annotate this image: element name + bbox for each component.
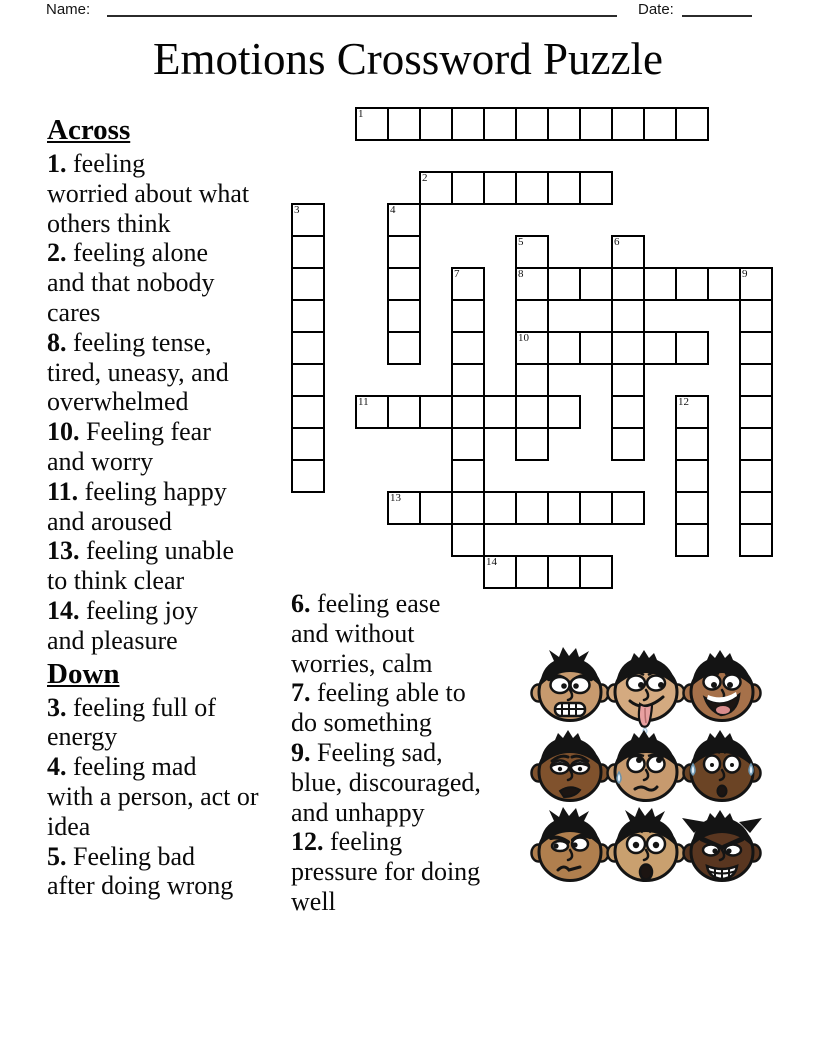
clue-item	[47, 417, 293, 477]
clue-line: 8. feeling tense,	[47, 327, 212, 357]
clue-line: and without	[291, 618, 415, 648]
cell-number: 12	[678, 396, 689, 408]
grid-cell[interactable]	[739, 491, 773, 525]
clue-item	[47, 842, 293, 902]
annoyed-face-icon	[528, 806, 612, 894]
grid-cell[interactable]	[515, 427, 549, 461]
grid-cell[interactable]	[547, 331, 581, 365]
grid-cell[interactable]	[483, 491, 517, 525]
grid-cell[interactable]	[579, 171, 613, 205]
clue-line: to think clear	[47, 566, 185, 596]
grid-cell[interactable]	[611, 299, 645, 333]
clue-item	[291, 589, 519, 678]
grid-cell[interactable]	[675, 395, 709, 429]
cell-number: 9	[742, 268, 748, 280]
grid-cell[interactable]	[291, 235, 325, 269]
clue-line: energy	[47, 722, 118, 752]
grid-cell[interactable]	[675, 523, 709, 557]
grid-cell[interactable]	[675, 267, 709, 301]
grid-cell[interactable]	[611, 107, 645, 141]
grid-cell[interactable]	[515, 171, 549, 205]
angry-grimace-face-icon	[528, 646, 612, 734]
grid-cell[interactable]	[291, 331, 325, 365]
grid-cell[interactable]	[611, 491, 645, 525]
crossword-grid	[291, 107, 773, 589]
cell-number: 8	[518, 268, 524, 280]
grid-cell[interactable]	[611, 427, 645, 461]
clue-item	[47, 693, 293, 753]
grid-cell[interactable]	[643, 267, 677, 301]
clue-line: 5. Feeling bad	[47, 841, 196, 871]
grid-cell[interactable]	[643, 331, 677, 365]
across-heading: Across	[47, 114, 131, 146]
silly-tongue-out-face-icon	[604, 646, 688, 734]
cell-number: 11	[358, 396, 369, 408]
grid-cell[interactable]	[291, 299, 325, 333]
clue-line: and aroused	[47, 506, 172, 536]
grid-cell[interactable]	[419, 171, 453, 205]
grid-cell[interactable]	[291, 427, 325, 461]
grid-cell[interactable]	[739, 267, 773, 301]
grid-cell[interactable]	[547, 395, 581, 429]
grid-cell[interactable]	[515, 555, 549, 589]
grid-cell[interactable]	[675, 107, 709, 141]
grid-cell[interactable]	[547, 171, 581, 205]
grid-cell[interactable]	[291, 267, 325, 301]
clue-line: 1. feeling	[47, 149, 146, 178]
grid-cell[interactable]	[675, 427, 709, 461]
clue-line: worried about what	[47, 178, 250, 208]
clues-middle-column	[291, 589, 519, 917]
clue-item	[47, 752, 293, 841]
clue-line: 6. feeling ease	[291, 589, 441, 618]
clue-line: 14. feeling joy	[47, 595, 198, 625]
grid-cell[interactable]	[291, 203, 325, 237]
grid-cell[interactable]	[451, 171, 485, 205]
grid-cell[interactable]	[547, 555, 581, 589]
grid-cell[interactable]	[675, 331, 709, 365]
clue-line: after doing wrong	[47, 871, 234, 901]
clue-line: 13. feeling unable	[47, 536, 234, 566]
clue-line: cares	[47, 297, 101, 327]
grid-cell[interactable]	[419, 107, 453, 141]
emotion-faces-image	[528, 646, 790, 902]
cell-number: 13	[390, 492, 401, 504]
grid-cell[interactable]	[611, 395, 645, 429]
grid-cell[interactable]	[355, 107, 389, 141]
grid-cell[interactable]	[387, 395, 421, 429]
grid-cell[interactable]	[387, 491, 421, 525]
across-clues-list	[47, 149, 293, 656]
grid-cell[interactable]	[675, 491, 709, 525]
grid-cell[interactable]	[739, 363, 773, 397]
grid-cell[interactable]	[643, 107, 677, 141]
grid-cell[interactable]	[547, 267, 581, 301]
clue-line: idea	[47, 811, 91, 841]
grid-cell[interactable]	[547, 491, 581, 525]
clue-line: worries, calm	[291, 648, 433, 678]
grid-cell[interactable]	[451, 331, 485, 365]
down-clues-list-left	[47, 693, 293, 902]
grid-cell[interactable]	[483, 395, 517, 429]
date-input-line[interactable]	[682, 2, 752, 17]
down-clues-list-right	[291, 589, 519, 917]
grid-cell[interactable]	[707, 267, 741, 301]
grid-cell[interactable]	[291, 459, 325, 493]
grid-cell[interactable]	[483, 171, 517, 205]
clue-line: 2. feeling alone	[47, 238, 208, 268]
grid-cell[interactable]	[611, 267, 645, 301]
cell-number: 5	[518, 236, 524, 248]
worried-face-icon	[604, 726, 688, 814]
clue-item	[47, 477, 293, 537]
grid-cell[interactable]	[419, 395, 453, 429]
grid-cell[interactable]	[515, 491, 549, 525]
nervous-sweating-face-icon	[680, 726, 764, 814]
grid-cell[interactable]	[547, 107, 581, 141]
clue-line: and worry	[47, 446, 154, 476]
laughing-face-icon	[680, 646, 764, 734]
grid-cell[interactable]	[451, 523, 485, 557]
clue-line: 12. feeling	[291, 827, 403, 857]
grid-cell[interactable]	[451, 299, 485, 333]
grid-cell[interactable]	[515, 235, 549, 269]
grid-cell[interactable]	[387, 267, 421, 301]
grid-cell[interactable]	[515, 267, 549, 301]
grid-cell[interactable]	[387, 235, 421, 269]
grid-cell[interactable]	[579, 555, 613, 589]
clue-line: blue, discouraged,	[291, 767, 481, 797]
grid-cell[interactable]	[483, 555, 517, 589]
grid-cell[interactable]	[451, 363, 485, 397]
cell-number: 2	[422, 172, 428, 184]
clue-line: 4. feeling mad	[47, 752, 197, 782]
grid-cell[interactable]	[739, 299, 773, 333]
cell-number: 4	[390, 204, 396, 216]
shocked-face-icon	[604, 806, 688, 894]
cell-number: 7	[454, 268, 460, 280]
grid-cell[interactable]	[739, 395, 773, 429]
clue-item	[47, 328, 293, 417]
name-input-line[interactable]	[107, 2, 617, 17]
grid-cell[interactable]	[451, 427, 485, 461]
clue-line: 7. feeling able to	[291, 678, 466, 708]
clue-item	[47, 149, 293, 238]
clue-line: do something	[291, 708, 432, 738]
clue-line: with a person, act or	[47, 781, 259, 811]
grid-cell[interactable]	[483, 107, 517, 141]
grid-cell[interactable]	[739, 427, 773, 461]
clue-line: tired, uneasy, and	[47, 357, 229, 387]
clue-line: and pleasure	[47, 625, 178, 655]
clue-line: others think	[47, 208, 171, 238]
clue-item	[291, 738, 519, 827]
name-label: Name:	[46, 1, 91, 18]
grid-cell[interactable]	[739, 459, 773, 493]
cell-number: 3	[294, 204, 300, 216]
clue-line: and unhappy	[291, 797, 425, 827]
grid-cell[interactable]	[291, 395, 325, 429]
grid-cell[interactable]	[355, 395, 389, 429]
cell-number: 10	[518, 332, 529, 344]
grid-cell[interactable]	[387, 331, 421, 365]
devil-angry-face-icon	[680, 806, 764, 894]
down-heading: Down	[47, 657, 120, 690]
grid-cell[interactable]	[515, 331, 549, 365]
clue-item	[291, 678, 519, 738]
grid-cell[interactable]	[387, 203, 421, 237]
clue-line: pressure for doing	[291, 857, 481, 887]
grid-cell[interactable]	[675, 459, 709, 493]
grid-cell[interactable]	[451, 459, 485, 493]
date-label: Date:	[638, 1, 674, 18]
cell-number: 14	[486, 556, 497, 568]
clue-line: overwhelmed	[47, 387, 189, 417]
grid-cell[interactable]	[579, 267, 613, 301]
grid-cell[interactable]	[387, 107, 421, 141]
clue-line: well	[291, 886, 336, 916]
clue-item	[47, 238, 293, 327]
page-title: Emotions Crossword Puzzle	[153, 34, 663, 84]
grid-cell[interactable]	[419, 491, 453, 525]
grid-cell[interactable]	[451, 267, 485, 301]
grid-cell[interactable]	[739, 331, 773, 365]
grid-cell[interactable]	[515, 395, 549, 429]
grid-cell[interactable]	[579, 107, 613, 141]
grid-cell[interactable]	[611, 363, 645, 397]
grid-cell[interactable]	[579, 331, 613, 365]
clue-line: 10. Feeling fear	[47, 417, 211, 447]
grid-cell[interactable]	[451, 107, 485, 141]
grid-cell[interactable]	[451, 395, 485, 429]
grid-cell[interactable]	[611, 331, 645, 365]
grid-cell[interactable]	[451, 491, 485, 525]
clue-line: 9. Feeling sad,	[291, 737, 443, 767]
grid-cell[interactable]	[387, 299, 421, 333]
grid-cell[interactable]	[515, 299, 549, 333]
grid-cell[interactable]	[291, 363, 325, 397]
clue-line: and that nobody	[47, 268, 215, 298]
clue-line: 11. feeling happy	[47, 476, 227, 506]
grid-cell[interactable]	[611, 235, 645, 269]
clue-item	[291, 827, 519, 916]
clue-item	[47, 536, 293, 596]
cell-number: 1	[358, 108, 364, 120]
grid-cell[interactable]	[579, 491, 613, 525]
sad-face-icon	[528, 726, 612, 814]
clues-left-column	[47, 112, 293, 901]
clue-item	[47, 596, 293, 656]
grid-cell[interactable]	[515, 107, 549, 141]
cell-number: 6	[614, 236, 620, 248]
clue-line: 3. feeling full of	[47, 692, 216, 722]
grid-cell[interactable]	[739, 523, 773, 557]
grid-cell[interactable]	[515, 363, 549, 397]
